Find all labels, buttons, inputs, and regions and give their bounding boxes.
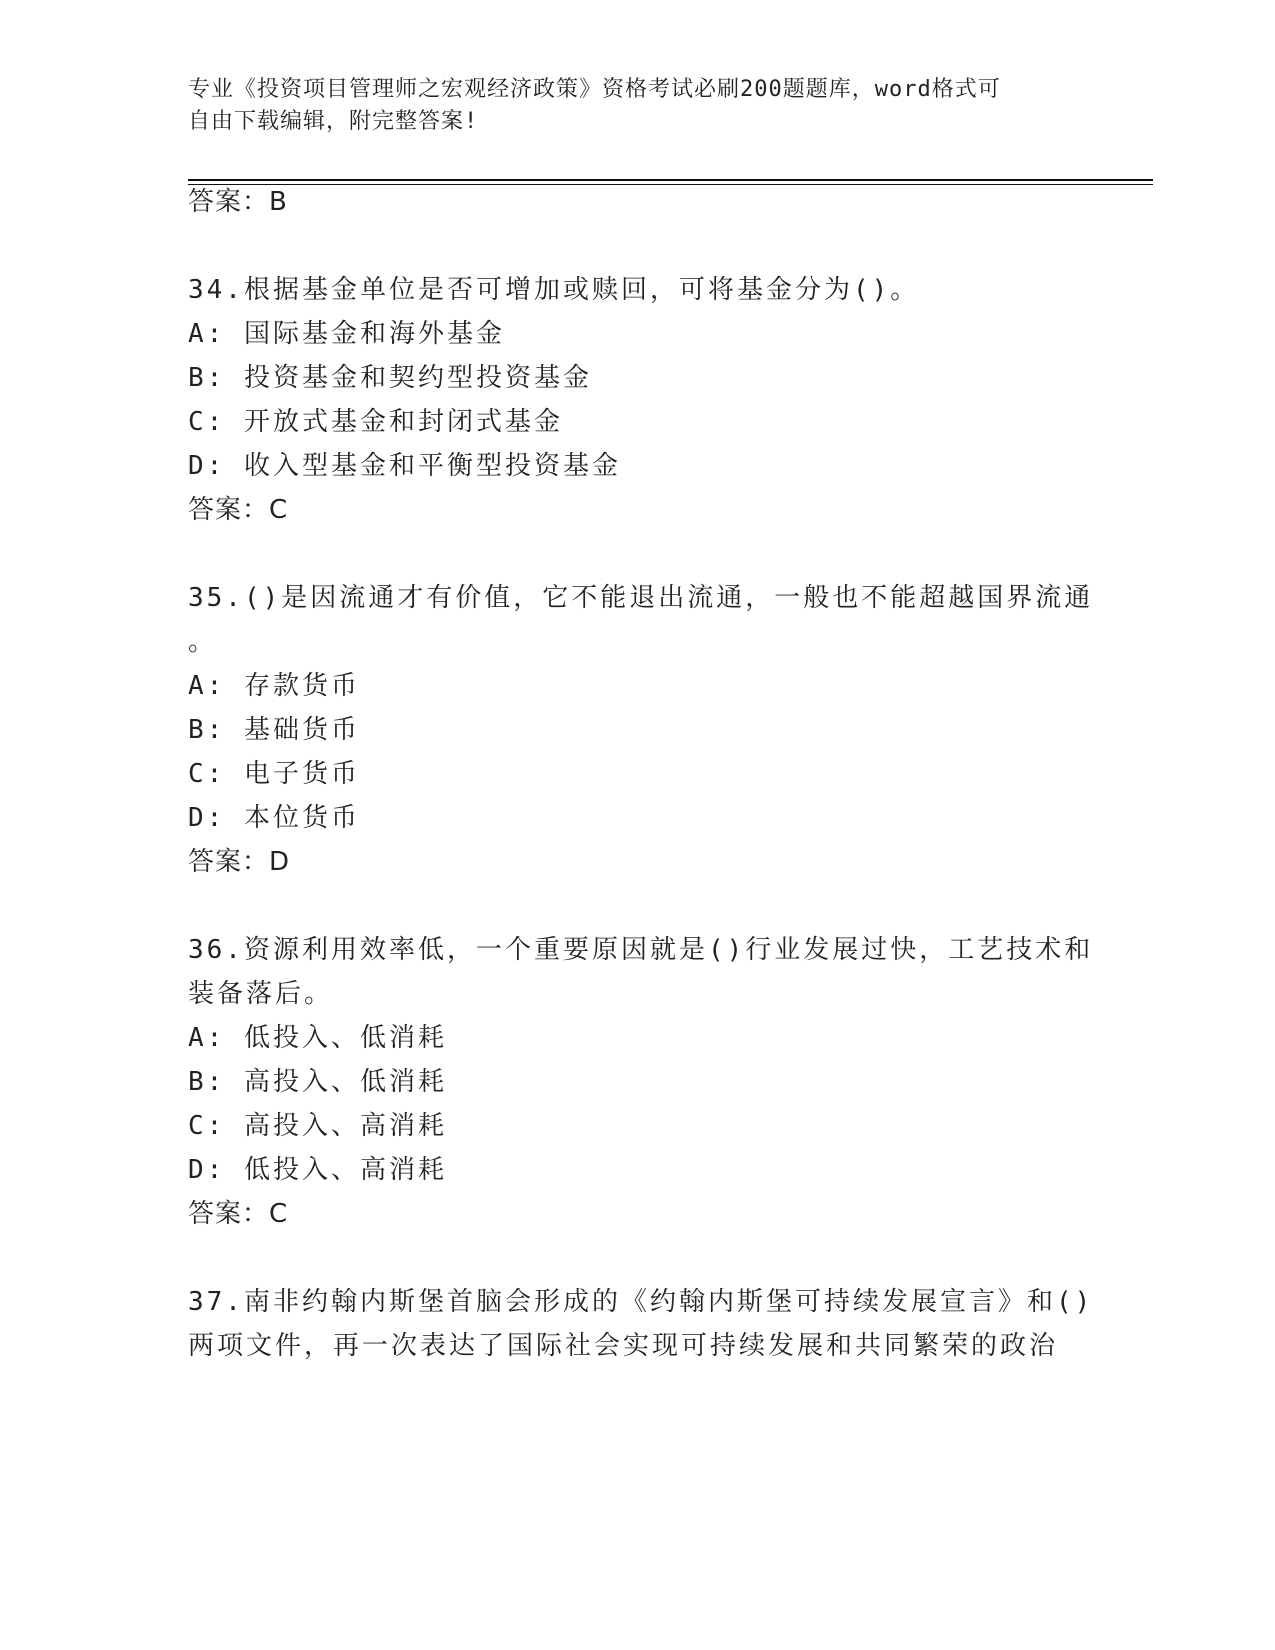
question-35-option-a: A: 存款货币 <box>188 671 360 701</box>
question-36-option-b: B: 高投入、低消耗 <box>188 1067 447 1097</box>
question-36-stem-line-1: 36.资源利用效率低，一个重要原因就是()行业发展过快，工艺技术和 <box>188 935 1094 965</box>
question-36-option-c: C: 高投入、高消耗 <box>188 1111 447 1141</box>
question-37-stem-line-2: 两项文件，再一次表达了国际社会实现可持续发展和共同繁荣的政治 <box>188 1331 1059 1361</box>
question-37-stem-line-1: 37.南非约翰内斯堡首脑会形成的《约翰内斯堡可持续发展宣言》和() <box>188 1287 1094 1317</box>
header-line-1: 专业《投资项目管理师之宏观经济政策》资格考试必刷200题题库，word格式可 <box>188 77 1001 102</box>
question-34-option-b: B: 投资基金和契约型投资基金 <box>188 363 592 393</box>
question-34-stem: 34.根据基金单位是否可增加或赎回，可将基金分为()。 <box>188 275 920 305</box>
question-35-stem-line-2: 。 <box>188 627 218 657</box>
question-36-option-d: D: 低投入、高消耗 <box>188 1155 447 1185</box>
question-35-stem-line-1: 35.()是因流通才有价值，它不能退出流通，一般也不能超越国界流通 <box>188 583 1094 613</box>
question-36-answer: 答案：C <box>188 1199 289 1229</box>
document-header <box>188 74 1068 138</box>
question-34-answer: 答案：C <box>188 495 289 525</box>
header-line-2: 自由下载编辑，附完整答案! <box>188 109 479 134</box>
header-rule-thick <box>188 179 1153 181</box>
question-34-option-c: C: 开放式基金和封闭式基金 <box>188 407 563 437</box>
question-34-option-a: A: 国际基金和海外基金 <box>188 319 505 349</box>
header-rule-thin <box>188 184 1153 185</box>
question-35-option-d: D: 本位货币 <box>188 803 360 833</box>
question-34-option-d: D: 收入型基金和平衡型投资基金 <box>188 451 621 481</box>
previous-answer: 答案：B <box>188 187 288 217</box>
question-35-option-b: B: 基础货币 <box>188 715 360 745</box>
question-36-option-a: A: 低投入、低消耗 <box>188 1023 447 1053</box>
question-36-stem-line-2: 装备落后。 <box>188 979 334 1009</box>
question-35-option-c: C: 电子货币 <box>188 759 360 789</box>
question-35-answer: 答案：D <box>188 847 291 877</box>
